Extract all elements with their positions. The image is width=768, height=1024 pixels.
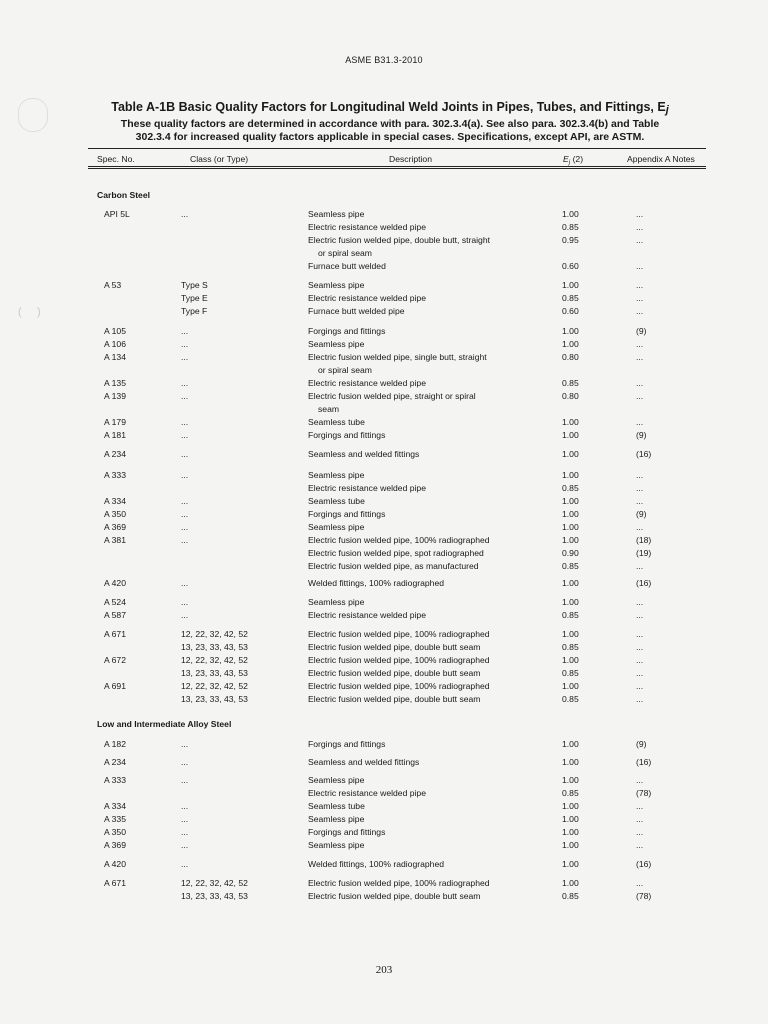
spec-cell: A 350 — [104, 827, 126, 837]
column-header-ej-note: (2) — [570, 154, 584, 164]
class-cell: ... — [181, 470, 189, 480]
class-cell: ... — [181, 352, 189, 362]
spec-cell: A 334 — [104, 496, 126, 506]
spec-cell: API 5L — [104, 209, 130, 219]
spec-cell: A 671 — [104, 629, 126, 639]
notes-cell: (18) — [636, 535, 652, 545]
notes-cell: ... — [636, 222, 644, 232]
ej-cell: 0.80 — [562, 391, 579, 401]
ej-cell: 1.00 — [562, 430, 579, 440]
table-subtitle-line-1: These quality factors are determined in accordance with para. 302.3.4(a). See also para. 302.3.4(b) and Table — [120, 118, 660, 130]
notes-cell: ... — [636, 681, 644, 691]
description-continuation: seam — [318, 404, 340, 414]
spec-cell: A 234 — [104, 757, 126, 767]
notes-cell: (78) — [636, 788, 652, 798]
description-cell: Seamless pipe — [308, 339, 365, 349]
description-cell: Electric fusion welded pipe, straight or spiral — [308, 391, 476, 401]
section-heading-alloy-steel: Low and Intermediate Alloy Steel — [97, 719, 232, 729]
notes-cell: ... — [636, 417, 644, 427]
ej-cell: 0.85 — [562, 378, 579, 388]
description-cell: Electric resistance welded pipe — [308, 222, 426, 232]
class-cell: 12, 22, 32, 42, 52 — [181, 629, 248, 639]
ej-cell: 1.00 — [562, 470, 579, 480]
spec-cell: A 350 — [104, 509, 126, 519]
spec-cell: A 691 — [104, 681, 126, 691]
notes-cell: ... — [636, 261, 644, 271]
description-cell: Seamless pipe — [308, 280, 365, 290]
class-cell: ... — [181, 840, 189, 850]
column-header-ej-subscript: j — [568, 159, 571, 166]
ej-cell: 1.00 — [562, 878, 579, 888]
notes-cell: ... — [636, 629, 644, 639]
spec-cell: A 333 — [104, 775, 126, 785]
notes-cell: ... — [636, 378, 644, 388]
ej-cell: 1.00 — [562, 739, 579, 749]
notes-cell: ... — [636, 339, 644, 349]
spec-cell: A 672 — [104, 655, 126, 665]
ej-cell: 1.00 — [562, 629, 579, 639]
ej-cell: 0.85 — [562, 483, 579, 493]
class-cell: ... — [181, 339, 189, 349]
notes-cell: ... — [636, 293, 644, 303]
description-cell: Furnace butt welded — [308, 261, 386, 271]
description-cell: Electric resistance welded pipe — [308, 378, 426, 388]
notes-cell: (9) — [636, 739, 647, 749]
ej-cell: 1.00 — [562, 827, 579, 837]
spec-cell: A 671 — [104, 878, 126, 888]
ej-cell: 1.00 — [562, 449, 579, 459]
description-cell: Seamless pipe — [308, 840, 365, 850]
description-cell: Electric fusion welded pipe, as manufactured — [308, 561, 479, 571]
description-cell: Seamless and welded fittings — [308, 757, 420, 767]
spec-cell: A 135 — [104, 378, 126, 388]
spec-cell: A 53 — [104, 280, 122, 290]
notes-cell: (19) — [636, 548, 652, 558]
notes-cell: (9) — [636, 509, 647, 519]
description-cell: Electric resistance welded pipe — [308, 293, 426, 303]
notes-cell: ... — [636, 209, 644, 219]
notes-cell: ... — [636, 597, 644, 607]
description-cell: Forgings and fittings — [308, 739, 386, 749]
notes-cell: ... — [636, 840, 644, 850]
description-cell: Seamless and welded fittings — [308, 449, 420, 459]
description-cell: Seamless tube — [308, 417, 365, 427]
description-cell: Electric fusion welded pipe, double butt seam — [308, 694, 481, 704]
notes-cell: (16) — [636, 757, 652, 767]
class-cell: ... — [181, 391, 189, 401]
notes-cell: (9) — [636, 326, 647, 336]
ej-cell: 0.85 — [562, 561, 579, 571]
spec-cell: A 334 — [104, 801, 126, 811]
notes-cell: (16) — [636, 859, 652, 869]
description-cell: Electric fusion welded pipe, double butt seam — [308, 891, 481, 901]
notes-cell: (16) — [636, 578, 652, 588]
spec-cell: A 105 — [104, 326, 126, 336]
description-cell: Electric fusion welded pipe, single butt, straight — [308, 352, 487, 362]
notes-cell: ... — [636, 280, 644, 290]
column-header-description: Description — [389, 154, 432, 164]
spec-cell: A 181 — [104, 430, 126, 440]
notes-cell: ... — [636, 483, 644, 493]
table-top-rule — [88, 148, 706, 149]
spec-cell: A 587 — [104, 610, 126, 620]
ej-cell: 0.85 — [562, 694, 579, 704]
column-header-ej — [563, 154, 583, 166]
class-cell: 13, 23, 33, 43, 53 — [181, 694, 248, 704]
spec-cell: A 182 — [104, 739, 126, 749]
header-rule-1 — [88, 166, 706, 167]
class-cell: 12, 22, 32, 42, 52 — [181, 681, 248, 691]
column-header-ej-symbol: E — [563, 154, 569, 164]
column-header-class: Class (or Type) — [190, 154, 249, 164]
class-cell: ... — [181, 496, 189, 506]
ej-cell: 1.00 — [562, 859, 579, 869]
notes-cell: ... — [636, 775, 644, 785]
ej-cell: 0.95 — [562, 235, 579, 245]
description-cell: Seamless tube — [308, 496, 365, 506]
ej-cell: 1.00 — [562, 509, 579, 519]
spec-cell: A 369 — [104, 522, 126, 532]
description-cell: Electric resistance welded pipe — [308, 788, 426, 798]
table-title-subscript: j — [665, 104, 669, 116]
ej-cell: 1.00 — [562, 496, 579, 506]
description-cell: Welded fittings, 100% radiographed — [308, 859, 444, 869]
description-cell: Electric fusion welded pipe, 100% radiographed — [308, 535, 490, 545]
ej-cell: 0.85 — [562, 668, 579, 678]
description-cell: Forgings and fittings — [308, 326, 386, 336]
spec-cell: A 139 — [104, 391, 126, 401]
ej-cell: 1.00 — [562, 209, 579, 219]
table-title-text: Table A-1B Basic Quality Factors for Longitudinal Weld Joints in Pipes, Tubes, and Fittings, E — [111, 100, 666, 114]
ej-cell: 1.00 — [562, 681, 579, 691]
description-cell: Forgings and fittings — [308, 509, 386, 519]
description-cell: Welded fittings, 100% radiographed — [308, 578, 444, 588]
notes-cell: ... — [636, 668, 644, 678]
description-cell: Electric fusion welded pipe, 100% radiographed — [308, 629, 490, 639]
ej-cell: 1.00 — [562, 578, 579, 588]
description-cell: Electric fusion welded pipe, double butt seam — [308, 642, 481, 652]
ej-cell: 0.80 — [562, 352, 579, 362]
spec-cell: A 234 — [104, 449, 126, 459]
description-continuation: or spiral seam — [318, 365, 372, 375]
notes-cell: (78) — [636, 891, 652, 901]
notes-cell: ... — [636, 694, 644, 704]
description-cell: Furnace butt welded pipe — [308, 306, 405, 316]
notes-cell: ... — [636, 655, 644, 665]
spec-cell: A 335 — [104, 814, 126, 824]
description-cell: Seamless pipe — [308, 814, 365, 824]
class-cell: ... — [181, 859, 189, 869]
class-cell: 13, 23, 33, 43, 53 — [181, 642, 248, 652]
table-subtitle — [100, 118, 680, 144]
class-cell: ... — [181, 522, 189, 532]
ej-cell: 0.60 — [562, 261, 579, 271]
notes-cell: ... — [636, 801, 644, 811]
notes-cell: (9) — [636, 430, 647, 440]
class-cell: ... — [181, 535, 189, 545]
notes-cell: ... — [636, 561, 644, 571]
class-cell: ... — [181, 775, 189, 785]
spec-cell: A 420 — [104, 859, 126, 869]
spec-cell: A 179 — [104, 417, 126, 427]
description-cell: Electric fusion welded pipe, 100% radiographed — [308, 878, 490, 888]
class-cell: ... — [181, 449, 189, 459]
class-cell: ... — [181, 610, 189, 620]
binder-mark: ( ) — [18, 306, 41, 318]
class-cell: ... — [181, 739, 189, 749]
spec-cell: A 333 — [104, 470, 126, 480]
notes-cell: ... — [636, 878, 644, 888]
ej-cell: 1.00 — [562, 417, 579, 427]
header-rule-2 — [88, 168, 706, 169]
spec-cell: A 381 — [104, 535, 126, 545]
ej-cell: 1.00 — [562, 840, 579, 850]
description-cell: Forgings and fittings — [308, 827, 386, 837]
notes-cell: ... — [636, 306, 644, 316]
class-cell: ... — [181, 326, 189, 336]
description-cell: Seamless pipe — [308, 597, 365, 607]
ej-cell: 1.00 — [562, 339, 579, 349]
class-cell: ... — [181, 827, 189, 837]
ej-cell: 1.00 — [562, 535, 579, 545]
notes-cell: (16) — [636, 449, 652, 459]
notes-cell: ... — [636, 642, 644, 652]
column-header-spec: Spec. No. — [97, 154, 135, 164]
description-cell: Electric fusion welded pipe, double butt, straight — [308, 235, 491, 245]
description-cell: Forgings and fittings — [308, 430, 386, 440]
notes-cell: ... — [636, 470, 644, 480]
spec-cell: A 134 — [104, 352, 126, 362]
notes-cell: ... — [636, 522, 644, 532]
notes-cell: ... — [636, 352, 644, 362]
ej-cell: 1.00 — [562, 655, 579, 665]
class-cell: ... — [181, 430, 189, 440]
notes-cell: ... — [636, 610, 644, 620]
class-cell: ... — [181, 209, 189, 219]
description-continuation: or spiral seam — [318, 248, 372, 258]
table-title — [100, 100, 680, 116]
class-cell: 12, 22, 32, 42, 52 — [181, 655, 248, 665]
notes-cell: ... — [636, 496, 644, 506]
ej-cell: 0.85 — [562, 642, 579, 652]
ej-cell: 1.00 — [562, 597, 579, 607]
notes-cell: ... — [636, 814, 644, 824]
class-cell: ... — [181, 814, 189, 824]
description-cell: Electric fusion welded pipe, spot radiographed — [308, 548, 484, 558]
spec-cell: A 106 — [104, 339, 126, 349]
description-cell: Seamless pipe — [308, 209, 365, 219]
class-cell: 13, 23, 33, 43, 53 — [181, 668, 248, 678]
class-cell: ... — [181, 597, 189, 607]
class-cell: Type F — [181, 306, 208, 316]
ej-cell: 1.00 — [562, 522, 579, 532]
spec-cell: A 369 — [104, 840, 126, 850]
description-cell: Seamless tube — [308, 801, 365, 811]
ej-cell: 0.90 — [562, 548, 579, 558]
binder-hole-mark — [18, 98, 48, 132]
description-cell: Electric resistance welded pipe — [308, 610, 426, 620]
ej-cell: 1.00 — [562, 775, 579, 785]
ej-cell: 0.85 — [562, 293, 579, 303]
class-cell: ... — [181, 378, 189, 388]
ej-cell: 1.00 — [562, 757, 579, 767]
class-cell: ... — [181, 578, 189, 588]
notes-cell: ... — [636, 235, 644, 245]
spec-cell: A 420 — [104, 578, 126, 588]
ej-cell: 1.00 — [562, 814, 579, 824]
description-cell: Electric fusion welded pipe, 100% radiographed — [308, 681, 490, 691]
class-cell: Type E — [181, 293, 208, 303]
page-number: 203 — [375, 964, 393, 976]
ej-cell: 0.85 — [562, 788, 579, 798]
ej-cell: 1.00 — [562, 280, 579, 290]
ej-cell: 1.00 — [562, 801, 579, 811]
class-cell: 12, 22, 32, 42, 52 — [181, 878, 248, 888]
table-subtitle-line-2: 302.3.4 for increased quality factors applicable in special cases. Specifications, except API, are ASTM. — [135, 131, 645, 143]
class-cell: 13, 23, 33, 43, 53 — [181, 891, 248, 901]
page-header: ASME B31.3-2010 — [345, 55, 423, 65]
class-cell: Type S — [181, 280, 208, 290]
class-cell: ... — [181, 757, 189, 767]
ej-cell: 0.85 — [562, 610, 579, 620]
class-cell: ... — [181, 509, 189, 519]
description-cell: Seamless pipe — [308, 522, 365, 532]
ej-cell: 0.60 — [562, 306, 579, 316]
description-cell: Seamless pipe — [308, 775, 365, 785]
column-header-notes: Appendix A Notes — [627, 154, 695, 164]
section-heading-carbon-steel: Carbon Steel — [97, 190, 151, 200]
description-cell: Electric resistance welded pipe — [308, 483, 426, 493]
spec-cell: A 524 — [104, 597, 126, 607]
class-cell: ... — [181, 417, 189, 427]
ej-cell: 1.00 — [562, 326, 579, 336]
description-cell: Seamless pipe — [308, 470, 365, 480]
class-cell: ... — [181, 801, 189, 811]
notes-cell: ... — [636, 391, 644, 401]
description-cell: Electric fusion welded pipe, 100% radiographed — [308, 655, 490, 665]
description-cell: Electric fusion welded pipe, double butt seam — [308, 668, 481, 678]
notes-cell: ... — [636, 827, 644, 837]
ej-cell: 0.85 — [562, 891, 579, 901]
ej-cell: 0.85 — [562, 222, 579, 232]
